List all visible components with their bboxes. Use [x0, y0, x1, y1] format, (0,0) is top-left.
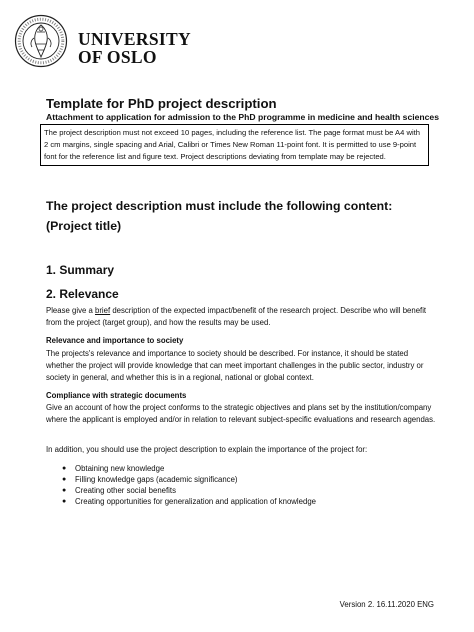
content-heading: The project description must include the following content: [46, 199, 393, 213]
template-title: Template for PhD project description [46, 96, 277, 111]
strategic-paragraph: Give an account of how the project conforms to the strategic objectives and plans set by the institution/company where the applicant is employed and/or in relation to relevant subject-specific evaluations and research agendas. [46, 403, 436, 424]
template-subtitle: Attachment to application for admission to the PhD programme in medicine and health sciences [46, 112, 439, 122]
relevance-paragraph [46, 305, 436, 329]
format-notice-box: The project description must not exceed 10 pages, including the reference list. The page format must be A4 with 2 cm margins, single spacing and Arial, Calibri or Times New Roman 11-point font. It is permitted to use 9-point font for the reference list and figure text. Project descriptions deviating from template may be rejected. [40, 124, 429, 166]
society-paragraph: The projects's relevance and importance to society should be described. For instance, it should be stated whether the project will provide knowledge that can meet important challenges in the public sector, industry or society in general, and whether this is in a regional, national or global context. [46, 349, 424, 382]
university-seal-logo [14, 14, 68, 68]
bullet-dot-icon: ● [62, 465, 67, 472]
list-item [62, 474, 422, 485]
university-name-line1: UNIVERSITY [78, 29, 191, 49]
list-item [62, 485, 422, 496]
list-item-text: Filling knowledge gaps (academic significance) [75, 475, 238, 484]
relevance-underlined-word: brief [94, 306, 111, 315]
list-item-text: Creating other social benefits [75, 486, 176, 495]
list-item-text: Creating opportunities for generalization and application of knowledge [75, 497, 316, 506]
bullet-dot-icon: ● [62, 476, 67, 483]
subheading-strategic: Compliance with strategic documents [46, 391, 187, 400]
subheading-society: Relevance and importance to society [46, 336, 184, 345]
addition-paragraph: In addition, you should use the project description to explain the importance of the project for: [46, 445, 368, 454]
version-footer: Version 2. 16.11.2020 ENG [339, 600, 434, 609]
list-item [62, 496, 422, 507]
section-relevance-heading: 2. Relevance [46, 287, 119, 301]
bullet-dot-icon: ● [62, 498, 67, 505]
relevance-text-end: description of the expected impact/benefit of the research project. Describe who will benefit from the project (target group), and how the results may be used. [46, 306, 427, 327]
relevance-text-start: Please give a [46, 306, 95, 315]
university-name [78, 30, 191, 66]
list-item-text: Obtaining new knowledge [75, 464, 165, 473]
project-title-placeholder: (Project title) [46, 219, 122, 233]
list-item [62, 463, 422, 474]
section-summary-heading: 1. Summary [46, 263, 115, 277]
university-name-line2: OF OSLO [78, 47, 157, 67]
importance-bullet-list [62, 463, 422, 507]
bullet-dot-icon: ● [62, 487, 67, 494]
